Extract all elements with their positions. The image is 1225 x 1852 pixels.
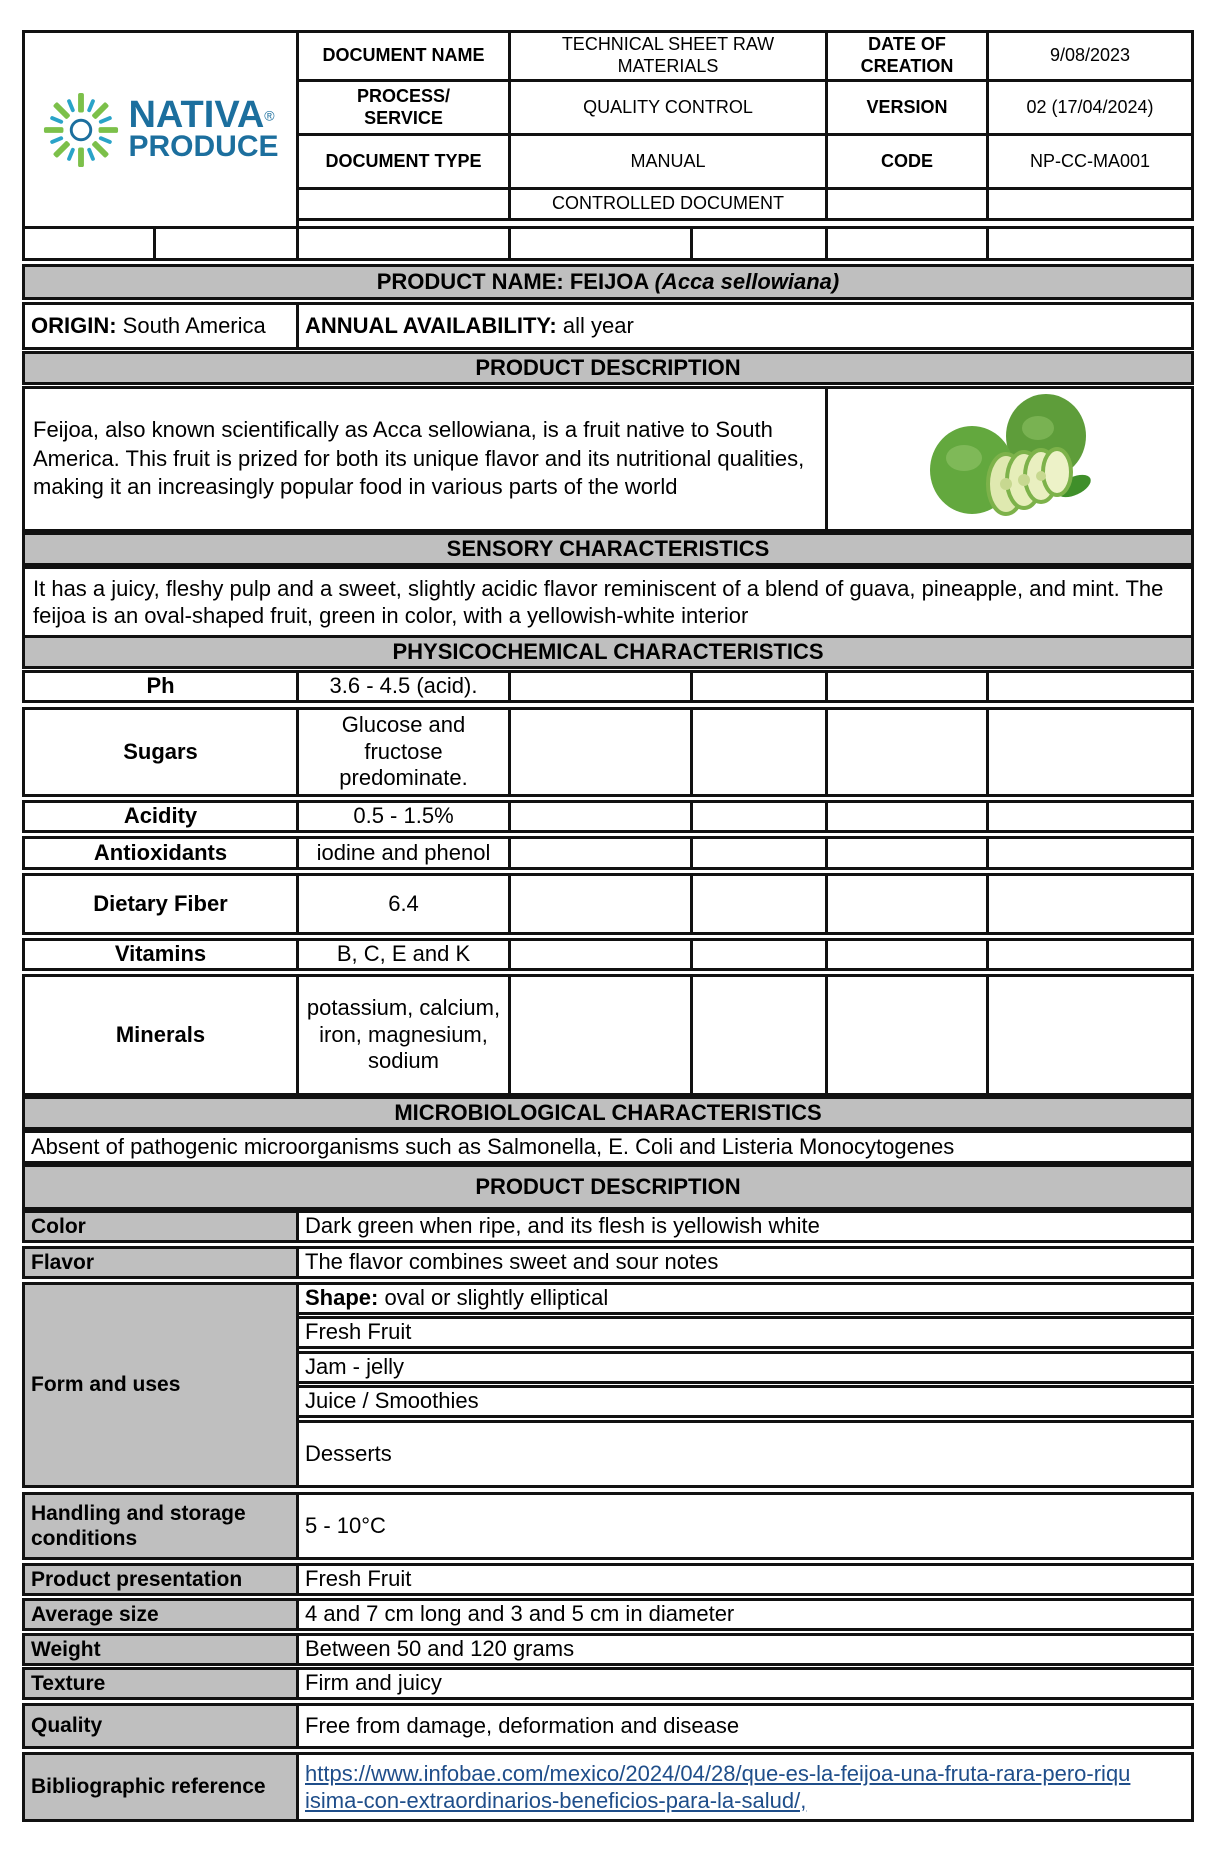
blank-cell [690, 938, 828, 971]
product-name: PRODUCT NAME: FEIJOA [376, 268, 655, 294]
blank-cell [22, 226, 156, 261]
shape-value: oval or slightly elliptical [378, 1285, 609, 1311]
physico-value-sugars: Glucose and fructose predominate. [296, 707, 511, 797]
origin-label: ORIGIN: [31, 312, 117, 338]
code-label: CODE [825, 133, 989, 190]
blank-cell [825, 226, 989, 261]
physico-label-sugars: Sugars [22, 707, 299, 797]
average-size-value: 4 and 7 cm long and 3 and 5 cm in diameter [296, 1598, 1194, 1631]
shape-cell [296, 1282, 1194, 1315]
blank-cell [508, 800, 693, 833]
presentation-label: Product presentation [22, 1563, 299, 1596]
logo-cell [22, 30, 299, 229]
blank-cell [825, 836, 989, 870]
physico-label-fiber: Dietary Fiber [22, 873, 299, 935]
blank-cell [986, 670, 1194, 703]
sensory-title: SENSORY CHARACTERISTICS [22, 532, 1194, 566]
blank-cell [508, 873, 693, 935]
biblio-cell [296, 1752, 1194, 1822]
micro-text: Absent of pathogenic microorganisms such as Salmonella, E. Coli and Listeria Monocytogenes [22, 1130, 1194, 1164]
blank-cell [508, 707, 693, 797]
presentation-value: Fresh Fruit [296, 1563, 1194, 1596]
blank-cell [825, 800, 989, 833]
description-title: PRODUCT DESCRIPTION [22, 351, 1194, 385]
blank-cell [825, 974, 989, 1096]
flavor-label: Flavor [22, 1246, 299, 1279]
physico-label-vitamins: Vitamins [22, 938, 299, 971]
color-label: Color [22, 1210, 299, 1243]
biblio-link[interactable]: https://www.infobae.com/mexico/2024/04/28/que-es-la-feijoa-una-fruta-rara-pero-riquisima-con-extraordinarios-beneficios-para-la-salud/, [305, 1760, 1131, 1813]
average-size-label: Average size [22, 1598, 299, 1631]
use-item: Fresh Fruit [296, 1316, 1194, 1349]
blank-cell [986, 800, 1194, 833]
blank-cell [825, 707, 989, 797]
blank-cell [690, 873, 828, 935]
weight-label: Weight [22, 1633, 299, 1666]
product-scientific-name: (Acca sellowiana) [654, 268, 840, 294]
biblio-label: Bibliographic reference [22, 1752, 299, 1822]
blank-cell [986, 187, 1194, 221]
blank-cell [508, 836, 693, 870]
document-name-label: DOCUMENT NAME [296, 30, 511, 82]
physico-value-antioxidants: iodine and phenol [296, 836, 511, 870]
code-value: NP-CC-MA001 [986, 133, 1194, 190]
logo-wordmark [128, 94, 279, 164]
origin-cell [22, 302, 299, 350]
version-label: VERSION [825, 79, 989, 136]
form-uses-label: Form and uses [22, 1282, 299, 1488]
controlled-document: CONTROLLED DOCUMENT [508, 187, 828, 221]
blank-cell [153, 226, 299, 261]
registered-mark: ® [264, 107, 275, 124]
origin-value: South America [116, 312, 266, 338]
doc-type-value: MANUAL [508, 133, 828, 190]
blank-cell [690, 226, 828, 261]
blank-cell [986, 873, 1194, 935]
micro-title: MICROBIOLOGICAL CHARACTERISTICS [22, 1096, 1194, 1130]
availability-cell [296, 302, 1194, 350]
doc-type-label: DOCUMENT TYPE [296, 133, 511, 190]
use-item: Juice / Smoothies [296, 1385, 1194, 1418]
logo-word-nativa: NATIVA [128, 94, 265, 137]
blank-cell [690, 974, 828, 1096]
physico-label-minerals: Minerals [22, 974, 299, 1096]
technical-sheet [22, 30, 1194, 1822]
physico-value-vitamins: B, C, E and K [296, 938, 511, 971]
physico-value-minerals: potassium, calcium, iron, magnesium, sodium [296, 974, 511, 1096]
date-label: DATE OF CREATION [825, 30, 989, 82]
document-name-value: TECHNICAL SHEET RAW MATERIALS [508, 30, 828, 82]
texture-value: Firm and juicy [296, 1667, 1194, 1700]
blank-cell [825, 187, 989, 221]
quality-label: Quality [22, 1703, 299, 1749]
weight-value: Between 50 and 120 grams [296, 1633, 1194, 1666]
blank-cell [690, 800, 828, 833]
blank-cell [508, 974, 693, 1096]
blank-cell [690, 670, 828, 703]
blank-cell [690, 836, 828, 870]
physico-label-ph: Ph [22, 670, 299, 703]
blank-cell [986, 226, 1194, 261]
blank-cell [690, 707, 828, 797]
availability-label: ANNUAL AVAILABILITY: [305, 312, 557, 338]
details-title: PRODUCT DESCRIPTION [22, 1164, 1194, 1210]
blank-cell [825, 670, 989, 703]
availability-value: all year [556, 312, 634, 338]
sensory-text: It has a juicy, fleshy pulp and a sweet, slightly acidic flavor reminiscent of a blend of guava, pineapple, and mint. The feijoa is an oval-shaped fruit, green in color, with a yellowish-white interior [22, 566, 1194, 638]
shape-label: Shape: [305, 1285, 379, 1311]
use-item: Jam - jelly [296, 1351, 1194, 1384]
physico-value-fiber: 6.4 [296, 873, 511, 935]
nativa-logo-icon [42, 91, 120, 169]
physico-label-antioxidants: Antioxidants [22, 836, 299, 870]
physico-label-acidity: Acidity [22, 800, 299, 833]
blank-cell [986, 707, 1194, 797]
blank-cell [508, 938, 693, 971]
blank-cell [986, 938, 1194, 971]
handling-value: 5 - 10°C [296, 1492, 1194, 1560]
blank-cell [825, 873, 989, 935]
logo-word-produce: PRODUCE [128, 130, 279, 164]
process-label: PROCESS/ SERVICE [296, 79, 511, 136]
blank-cell [825, 938, 989, 971]
version-value: 02 (17/04/2024) [986, 79, 1194, 136]
feijoa-fruit-image [920, 392, 1100, 527]
physico-value-acidity: 0.5 - 1.5% [296, 800, 511, 833]
flavor-value: The flavor combines sweet and sour notes [296, 1246, 1194, 1279]
blank-cell [296, 187, 511, 221]
date-value: 9/08/2023 [986, 30, 1194, 82]
blank-cell [508, 670, 693, 703]
use-item: Desserts [296, 1420, 1194, 1488]
description-text: Feijoa, also known scientifically as Acca sellowiana, is a fruit native to South America. This fruit is prized for both its unique flavor and its nutritional qualities, making it an increasingly popular food in various parts of the world [22, 386, 828, 532]
physico-value-ph: 3.6 - 4.5 (acid). [296, 670, 511, 703]
blank-cell [508, 226, 693, 261]
texture-label: Texture [22, 1667, 299, 1700]
physico-title: PHYSICOCHEMICAL CHARACTERISTICS [22, 635, 1194, 669]
quality-value: Free from damage, deformation and disease [296, 1703, 1194, 1749]
product-name-bar [22, 264, 1194, 300]
handling-label: Handling and storage conditions [22, 1492, 299, 1560]
feijoa-image-cell [825, 386, 1194, 532]
blank-cell [296, 226, 511, 261]
blank-cell [986, 974, 1194, 1096]
color-value: Dark green when ripe, and its flesh is yellowish white [296, 1210, 1194, 1243]
process-value: QUALITY CONTROL [508, 79, 828, 136]
blank-cell [986, 836, 1194, 870]
